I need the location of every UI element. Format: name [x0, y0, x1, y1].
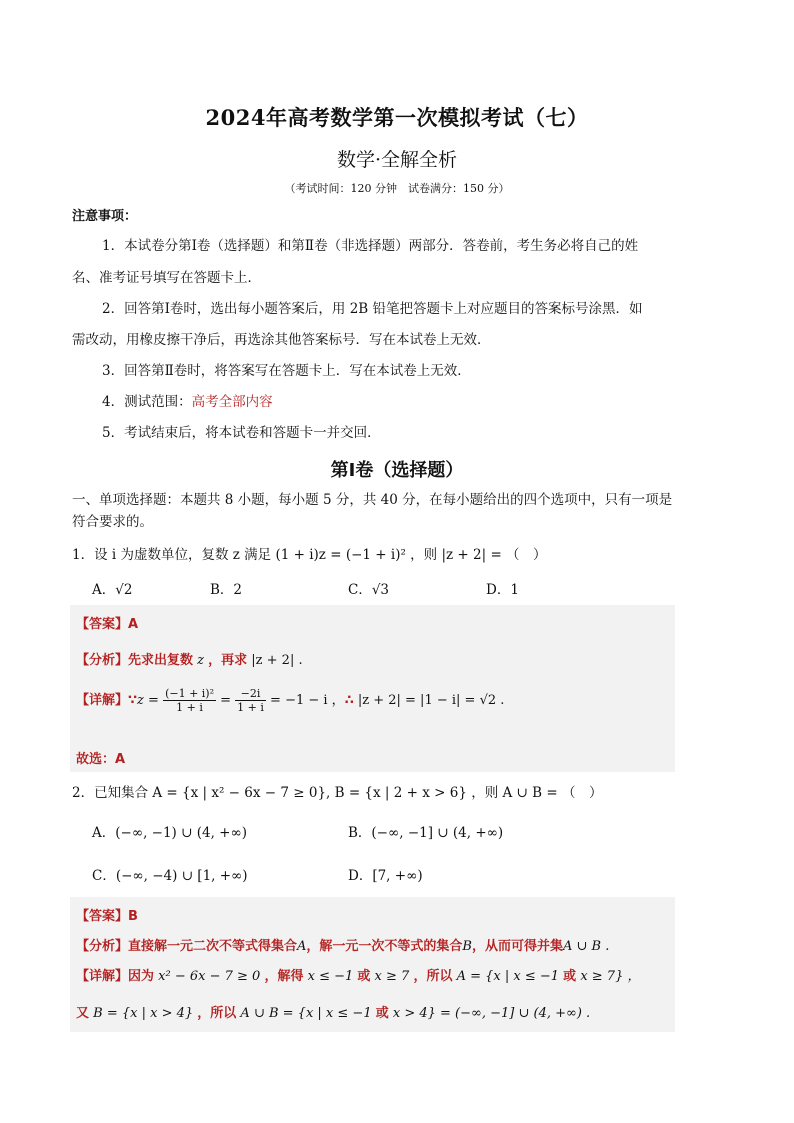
question-1-solution: [70, 605, 675, 772]
analysis-var: z: [193, 653, 209, 668]
notice-item-1-cont: 名、准考证号填写在答题卡上．: [72, 270, 261, 286]
analysis-b: B: [462, 939, 472, 954]
notice-item-5: 5．考试结束后，将本试卷和答题卡一并交回．: [102, 425, 381, 441]
page-subtitle: 数学·全解全析: [336, 149, 458, 171]
notice-item-3: 3．回答第Ⅱ卷时，将答案写在答题卡上．写在本试卷上无效．: [102, 363, 471, 379]
fraction-2-den: 1 + i: [237, 701, 264, 714]
fraction-1-num: (−1 + i)²: [165, 687, 214, 700]
question-1-detail: [76, 687, 504, 714]
analysis-text: 【分析】直接解一元二次不等式得集合: [76, 939, 298, 954]
analysis-text: 【分析】先求出复数: [76, 653, 194, 668]
analysis-mid: ，解一元一次不等式的集合: [306, 939, 463, 954]
detail-text: 又: [76, 1006, 90, 1021]
notice-item-4: [102, 387, 273, 418]
test-scope: 高考全部内容: [191, 394, 273, 410]
notice-item-2-cont: 需改动，用橡皮擦干净后，再选涂其他答案标号．写在本试卷上无效．: [72, 332, 491, 348]
question-1-answer: 【答案】A: [76, 617, 139, 632]
question-2-detail-1: [76, 965, 640, 984]
fraction-2: [235, 687, 266, 714]
question-1-option-b: B．2: [210, 582, 243, 598]
question-2-option-c: C．(−∞, −4) ∪ [1, +∞): [92, 868, 248, 884]
question-1-option-d: D．1: [486, 582, 519, 598]
detail-math: x > 4} = (−∞, −1] ∪ (4, +∞) .: [388, 1006, 591, 1021]
detail-text: ，所以: [413, 969, 453, 984]
question-2-answer: 【答案】B: [76, 909, 138, 924]
detail-tail: = −1 − i ，: [265, 693, 345, 708]
question-2-stem: 2．已知集合 A = {x | x² − 6x − 7 ≥ 0}, B = {x | 2 + x > 6} ，则 A ∪ B = （ ）: [72, 785, 603, 801]
question-1-prefix: 1．设 i 为虚数单位，复数: [72, 547, 233, 563]
detail-or: 或: [357, 969, 371, 984]
question-2-option-a: A．(−∞, −1) ∪ (4, +∞): [92, 825, 247, 841]
detail-or: 或: [375, 1006, 389, 1021]
detail-math: A ∪ B = {x | x ≤ −1: [236, 1006, 376, 1021]
detail-or: 或: [563, 969, 577, 984]
detail-math: x ≤ −1: [303, 969, 358, 984]
question-2-detail-2: [76, 1002, 590, 1021]
section-title: 第Ⅰ卷（选择题）: [330, 460, 464, 481]
question-2-option-b: B．(−∞, −1] ∪ (4, +∞): [348, 825, 504, 841]
question-1-analysis: [76, 649, 303, 668]
fraction-1: [163, 687, 216, 714]
question-1-stem: [72, 540, 547, 571]
section-intro-cont: 符合要求的。: [72, 514, 153, 530]
detail-result: |z + 2| = |1 − i| = √2 .: [353, 693, 505, 708]
detail-z: z =: [137, 693, 164, 708]
analysis-rest: ，再求: [208, 653, 248, 668]
question-2-analysis: [76, 935, 609, 954]
analysis-a: A: [297, 939, 307, 954]
detail-math: x ≥ 7: [370, 969, 414, 984]
question-1-option-c: C．√3: [348, 582, 390, 598]
page-title: 2024年高考数学第一次模拟考试（七）: [205, 105, 589, 130]
question-1-option-a: A．√2: [92, 582, 133, 598]
question-1-choice: 故选：A: [76, 752, 126, 767]
notice-heading: 注意事项：: [72, 209, 138, 224]
exam-meta: （考试时间：120 分钟 试卷满分：150 分）: [284, 182, 510, 195]
analysis-expr: |z + 2| .: [247, 653, 303, 668]
detail-math: A = {x | x ≤ −1: [452, 969, 564, 984]
analysis-end: ，从而可得并集: [471, 939, 563, 954]
detail-text: ，解得: [264, 969, 304, 984]
notice-item-1: 1．本试卷分第Ⅰ卷（选择题）和第Ⅱ卷（非选择题）两部分．答卷前，考生务必将自己的姓: [102, 238, 639, 254]
detail-math: B = {x | x > 4}: [89, 1006, 198, 1021]
fraction-2-num: −2i: [235, 687, 266, 701]
detail-math: x² − 6x − 7 ≥ 0: [154, 969, 265, 984]
detail-text: ，所以: [197, 1006, 237, 1021]
detail-label: 【详解】∵: [76, 693, 138, 708]
detail-eq: =: [216, 693, 236, 708]
detail-label: 【详解】因为: [76, 969, 155, 984]
notice-item-4-prefix: 4．测试范围：: [102, 394, 192, 410]
fraction-1-den: 1 + i: [176, 701, 203, 714]
therefore-symbol: ∴: [344, 693, 354, 708]
question-2-option-d: D．[7, +∞): [348, 868, 423, 884]
notice-item-2: 2．回答第Ⅰ卷时，选出每小题答案后，用 2B 铅笔把答题卡上对应题目的答案标号涂黑．如: [102, 301, 643, 317]
question-2-solution: [70, 897, 675, 1032]
analysis-union: A ∪ B .: [563, 939, 610, 954]
detail-math: x ≥ 7} ，: [576, 969, 641, 984]
section-intro: 一、单项选择题：本题共 8 小题，每小题 5 分，共 40 分，在每小题给出的四个选项中，只有一项是: [72, 492, 673, 508]
question-1-math: z 满足 (1 + i)z = (−1 + i)² ，则 |z + 2| = （ ）: [232, 547, 547, 563]
